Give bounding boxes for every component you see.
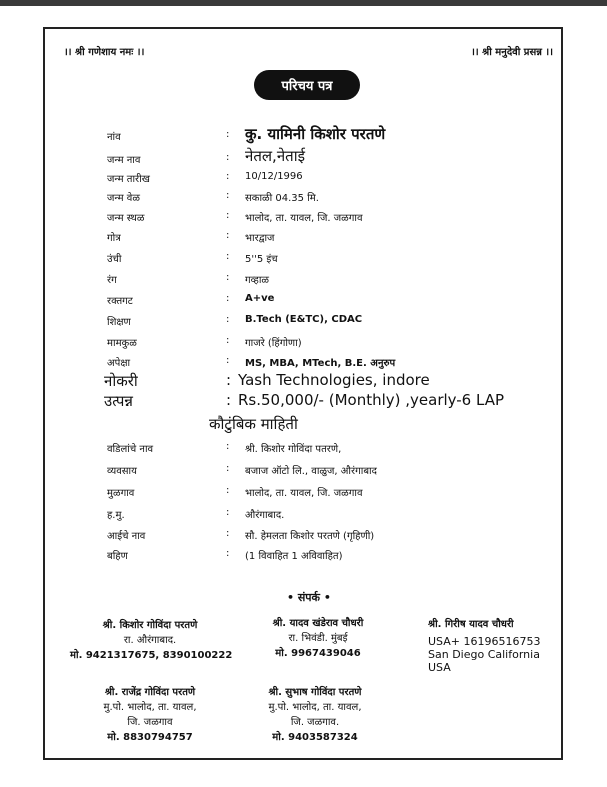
detail-colon: :	[226, 371, 232, 389]
contact-card-3	[428, 617, 558, 674]
family-label: मुळगाव	[107, 488, 135, 499]
detail-value: 5''5 इंच	[245, 254, 278, 265]
contact-card-1	[70, 618, 233, 663]
contact-address: मु.पो. भालोद, ता. यावल,	[268, 702, 362, 713]
detail-value: गाजरे (हिंगोणा)	[245, 338, 302, 349]
detail-colon: :	[226, 314, 230, 325]
family-row-residence	[0, 504, 607, 524]
detail-label: जन्म स्थळ	[107, 213, 145, 224]
contact-district: जि. जळगाव	[127, 717, 173, 728]
detail-value: 10/12/1996	[245, 171, 303, 182]
detail-value: सकाळी 04.35 मि.	[245, 193, 319, 204]
detail-label: उत्पन्न	[104, 392, 133, 410]
family-colon: :	[226, 463, 230, 474]
family-colon: :	[226, 548, 230, 559]
detail-value: भारद्वाज	[245, 233, 275, 244]
family-colon: :	[226, 485, 230, 496]
family-colon: :	[226, 507, 230, 518]
family-row-sister	[0, 545, 607, 565]
family-value: श्री. किशोर गोविंदा पतरणे,	[245, 444, 342, 455]
detail-label: जन्म वेळ	[107, 193, 140, 204]
detail-label: उंची	[107, 254, 122, 265]
contact-name: श्री. सुभाष गोविंदा परतणे	[268, 687, 362, 698]
detail-label: मामकुळ	[107, 338, 137, 349]
detail-colon: :	[226, 129, 230, 140]
contact-phone: मो. 9421317675, 8390100222	[70, 650, 233, 661]
detail-row-job	[0, 373, 607, 393]
detail-row-income	[0, 393, 607, 413]
family-section-heading: कौटुंबिक माहिती	[209, 415, 298, 433]
family-row-father	[0, 438, 607, 458]
detail-label: गोत्र	[107, 233, 121, 244]
detail-row-birth-date	[0, 168, 607, 188]
contact-address: रा. भिवंडी. मुंबई	[288, 633, 348, 644]
detail-row-gotra	[0, 227, 607, 247]
contact-name: श्री. यादव खंडेराव चौधरी	[272, 618, 364, 629]
detail-colon: :	[226, 251, 230, 262]
contact-address: मु.पो. भालोद, ता. यावल,	[103, 702, 197, 713]
detail-label: अपेक्षा	[107, 358, 131, 369]
contact-phone: मो. 8830794757	[107, 732, 193, 743]
contact-district: जि. जळगाव.	[290, 717, 340, 728]
family-colon: :	[226, 528, 230, 539]
detail-colon: :	[226, 391, 232, 409]
family-row-mother	[0, 525, 607, 545]
family-value: भालोद, ता. यावल, जि. जळगाव	[245, 488, 363, 499]
document-title: परिचय पत्र	[254, 70, 360, 100]
contact-heading: • संपर्क •	[287, 591, 331, 604]
contact-card-2	[244, 616, 392, 661]
detail-colon: :	[226, 355, 230, 366]
family-label: व्यवसाय	[107, 466, 137, 477]
family-value: बजाज ऑटो लि., वाळुज, औरंगाबाद	[245, 466, 377, 477]
detail-colon: :	[226, 190, 230, 201]
detail-colon: :	[226, 210, 230, 221]
detail-label: रंग	[107, 275, 117, 286]
detail-label: नांव	[107, 132, 121, 143]
detail-label: जन्म तारीख	[107, 174, 150, 185]
family-label: बहिण	[107, 551, 128, 562]
contact-phone: मो. 9967439046	[275, 648, 361, 659]
detail-row-birth-place	[0, 207, 607, 227]
detail-colon: :	[226, 293, 230, 304]
family-value: औरंगाबाद.	[245, 510, 285, 521]
contact-card-4	[70, 685, 230, 745]
detail-value: A+ve	[245, 293, 275, 304]
detail-row-expectation	[0, 352, 607, 372]
contact-phone: मो. 9403587324	[272, 732, 358, 743]
contact-name: श्री. गिरीष यादव चौधरी	[428, 619, 514, 630]
header-left-invocation: ।। श्री गणेशाय नमः ।।	[64, 47, 145, 58]
detail-colon: :	[226, 171, 230, 182]
contact-card-5	[240, 685, 390, 745]
detail-row-maternal-family	[0, 332, 607, 352]
header-right-invocation: ।। श्री मनुदेवी प्रसन्न ।।	[471, 47, 553, 58]
family-value: (1 विवाहित 1 अविवाहित)	[245, 551, 343, 562]
detail-row-height	[0, 248, 607, 268]
family-label: आईचे नाव	[107, 531, 146, 542]
detail-colon: :	[226, 272, 230, 283]
detail-row-blood-group	[0, 290, 607, 310]
detail-value: गव्हाळ	[245, 275, 270, 286]
detail-row-education	[0, 311, 607, 331]
detail-row-birth-name	[0, 149, 607, 169]
contact-city: San Diego California	[428, 648, 540, 661]
detail-colon: :	[226, 152, 230, 163]
family-colon: :	[226, 441, 230, 452]
family-row-occupation	[0, 460, 607, 480]
detail-row-name	[0, 126, 607, 146]
detail-value: Yash Technologies, indore	[238, 371, 430, 389]
detail-label: रक्तगट	[107, 296, 133, 307]
detail-value: MS, MBA, MTech, B.E. अनुरुप	[245, 358, 396, 369]
detail-label: नोकरी	[104, 372, 138, 390]
family-row-native-place	[0, 482, 607, 502]
family-value: सौ. हेमलता किशोर परतणे (गृहिणी)	[245, 531, 375, 542]
detail-value: B.Tech (E&TC), CDAC	[245, 314, 363, 325]
detail-row-complexion	[0, 269, 607, 289]
detail-colon: :	[226, 230, 230, 241]
family-label: ह.मु.	[107, 510, 125, 521]
detail-value: कु. यामिनी किशोर परतणे	[245, 125, 386, 143]
detail-label: जन्म नाव	[107, 155, 141, 166]
detail-colon: :	[226, 335, 230, 346]
contact-phone: USA+ 16196516753	[428, 635, 541, 648]
contact-address: रा. औरंगाबाद.	[123, 635, 177, 646]
detail-value: नेतल,नेताई	[245, 147, 305, 165]
contact-country: USA	[428, 661, 451, 674]
contact-name: श्री. राजेंद्र गोविंदा परतणे	[104, 687, 196, 698]
detail-row-birth-time	[0, 187, 607, 207]
detail-label: शिक्षण	[107, 317, 131, 328]
family-label: वडिलांचे नाव	[107, 444, 154, 455]
contact-name: श्री. किशोर गोविंदा परतणे	[102, 620, 198, 631]
detail-value: भालोद, ता. यावल, जि. जळगाव	[245, 213, 363, 224]
detail-value: Rs.50,000/- (Monthly) ,yearly-6 LAP	[238, 391, 505, 409]
